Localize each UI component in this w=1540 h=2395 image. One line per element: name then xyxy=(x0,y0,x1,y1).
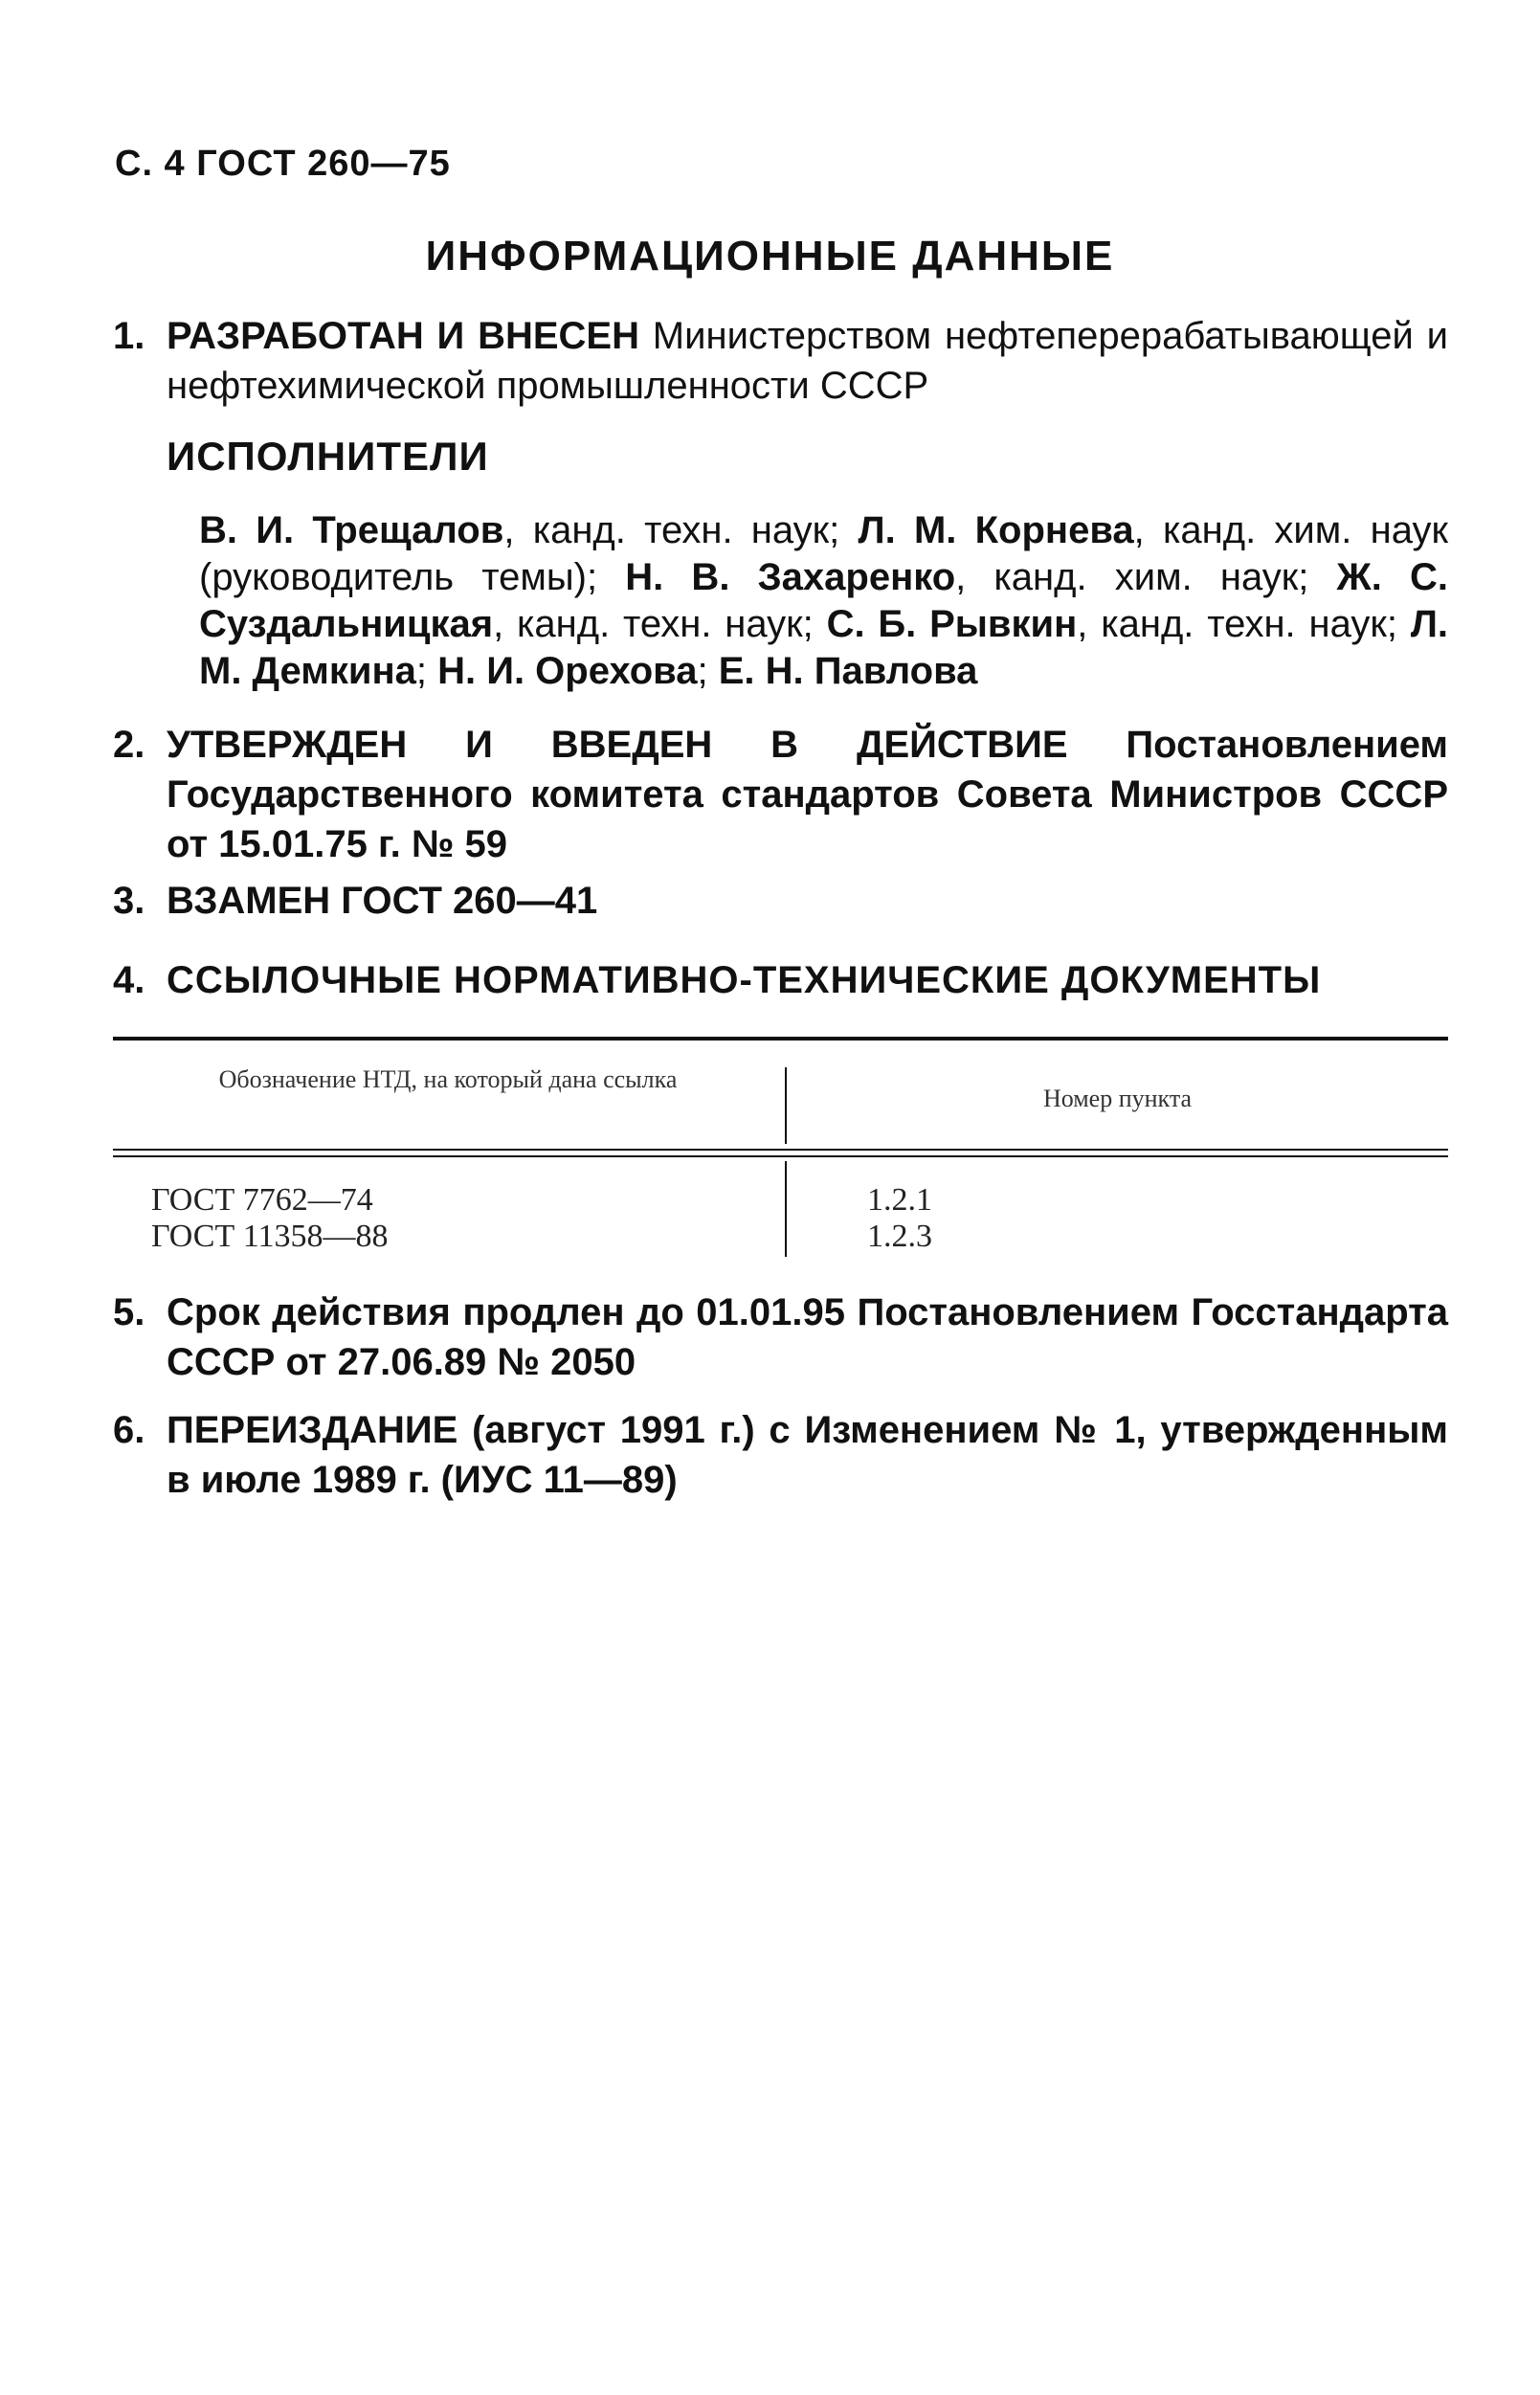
performer-role: , канд. хим. наук; xyxy=(955,556,1337,598)
table-header-clause: Номер пункта xyxy=(1042,1085,1193,1112)
performer-role: , канд. хим. наук (руководитель темы); xyxy=(199,509,1449,598)
item-lead: УТВЕРЖДЕН И ВВЕДЕН В ДЕЙСТВИЕ xyxy=(167,724,1068,766)
item-number: 4. xyxy=(113,959,145,1001)
item-text: Постановлением Государственного комитета стандартов Совета Министров СССР от 15.01.75 г. № 59 xyxy=(167,724,1449,865)
item-6 xyxy=(113,1405,1448,1505)
table-cell-clause: 1.2.1 xyxy=(867,1182,932,1218)
item-lead: РАЗРАБОТАН И ВНЕСЕН xyxy=(167,315,639,357)
item-text: Срок действия продлен до 01.01.95 Постановлением Госстандарта СССР от 27.06.89 № 2050 xyxy=(167,1291,1448,1383)
item-2 xyxy=(113,720,1448,869)
item-lead: ВЗАМЕН ГОСТ 260—41 xyxy=(167,880,598,922)
performer-name: В. И. Трещалов xyxy=(199,509,504,551)
performer-name: Л. М. Корнева xyxy=(858,509,1134,551)
performer-role: ; xyxy=(697,650,719,692)
performer-name: Л. М. Демкина xyxy=(199,603,1448,692)
performer-name: С. Б. Рывкин xyxy=(826,603,1078,645)
table-header-rule-2 xyxy=(113,1155,1448,1157)
item-3 xyxy=(113,876,1448,926)
item-lead: ССЫЛОЧНЫЕ НОРМАТИВНО-ТЕХНИЧЕСКИЕ ДОКУМЕНТЫ xyxy=(167,959,1322,1001)
item-number: 1. xyxy=(113,315,145,357)
item-5 xyxy=(113,1287,1448,1387)
item-number: 2. xyxy=(113,724,145,766)
performers-heading: ИСПОЛНИТЕЛИ xyxy=(167,434,489,479)
performer-role: , канд. техн. наук; xyxy=(503,509,859,551)
item-text: Министерством нефтеперерабатывающей и нефтехимической промышленности СССР xyxy=(167,315,1449,407)
table-cell-clause: 1.2.3 xyxy=(867,1219,932,1254)
item-text: ПЕРЕИЗДАНИЕ (август 1991 г.) с Изменением № 1, утвержденным в июле 1989 г. (ИУС 11—89) xyxy=(167,1409,1448,1501)
performer-role: , канд. техн. наук; xyxy=(493,603,827,645)
table-divider-body xyxy=(785,1161,787,1257)
performer-role: ; xyxy=(415,650,438,692)
document-title: ИНФОРМАЦИОННЫЕ ДАННЫЕ xyxy=(425,233,1115,280)
performer-name: Н. В. Захаренко xyxy=(625,556,956,598)
item-4 xyxy=(113,955,1448,1005)
item-1 xyxy=(113,311,1448,411)
performer-name: Ж. С. Суздальницкая xyxy=(199,556,1448,645)
table-cell-document: ГОСТ 11358—88 xyxy=(151,1219,389,1254)
table-top-rule xyxy=(113,1037,1448,1041)
item-number: 3. xyxy=(113,880,145,922)
item-number: 6. xyxy=(113,1409,145,1451)
table-header-document: Обозначение НТД, на который дана ссылка xyxy=(218,1065,678,1093)
performer-name: Е. Н. Павлова xyxy=(718,650,978,692)
table-cell-document: ГОСТ 7762—74 xyxy=(151,1182,373,1218)
page-header: С. 4 ГОСТ 260—75 xyxy=(115,144,451,184)
table-header-rule-1 xyxy=(113,1149,1448,1151)
item-number: 5. xyxy=(113,1291,145,1333)
performers-list xyxy=(199,507,1448,695)
performer-name: Н. И. Орехова xyxy=(437,650,698,692)
performer-role: , канд. техн. наук; xyxy=(1077,603,1411,645)
